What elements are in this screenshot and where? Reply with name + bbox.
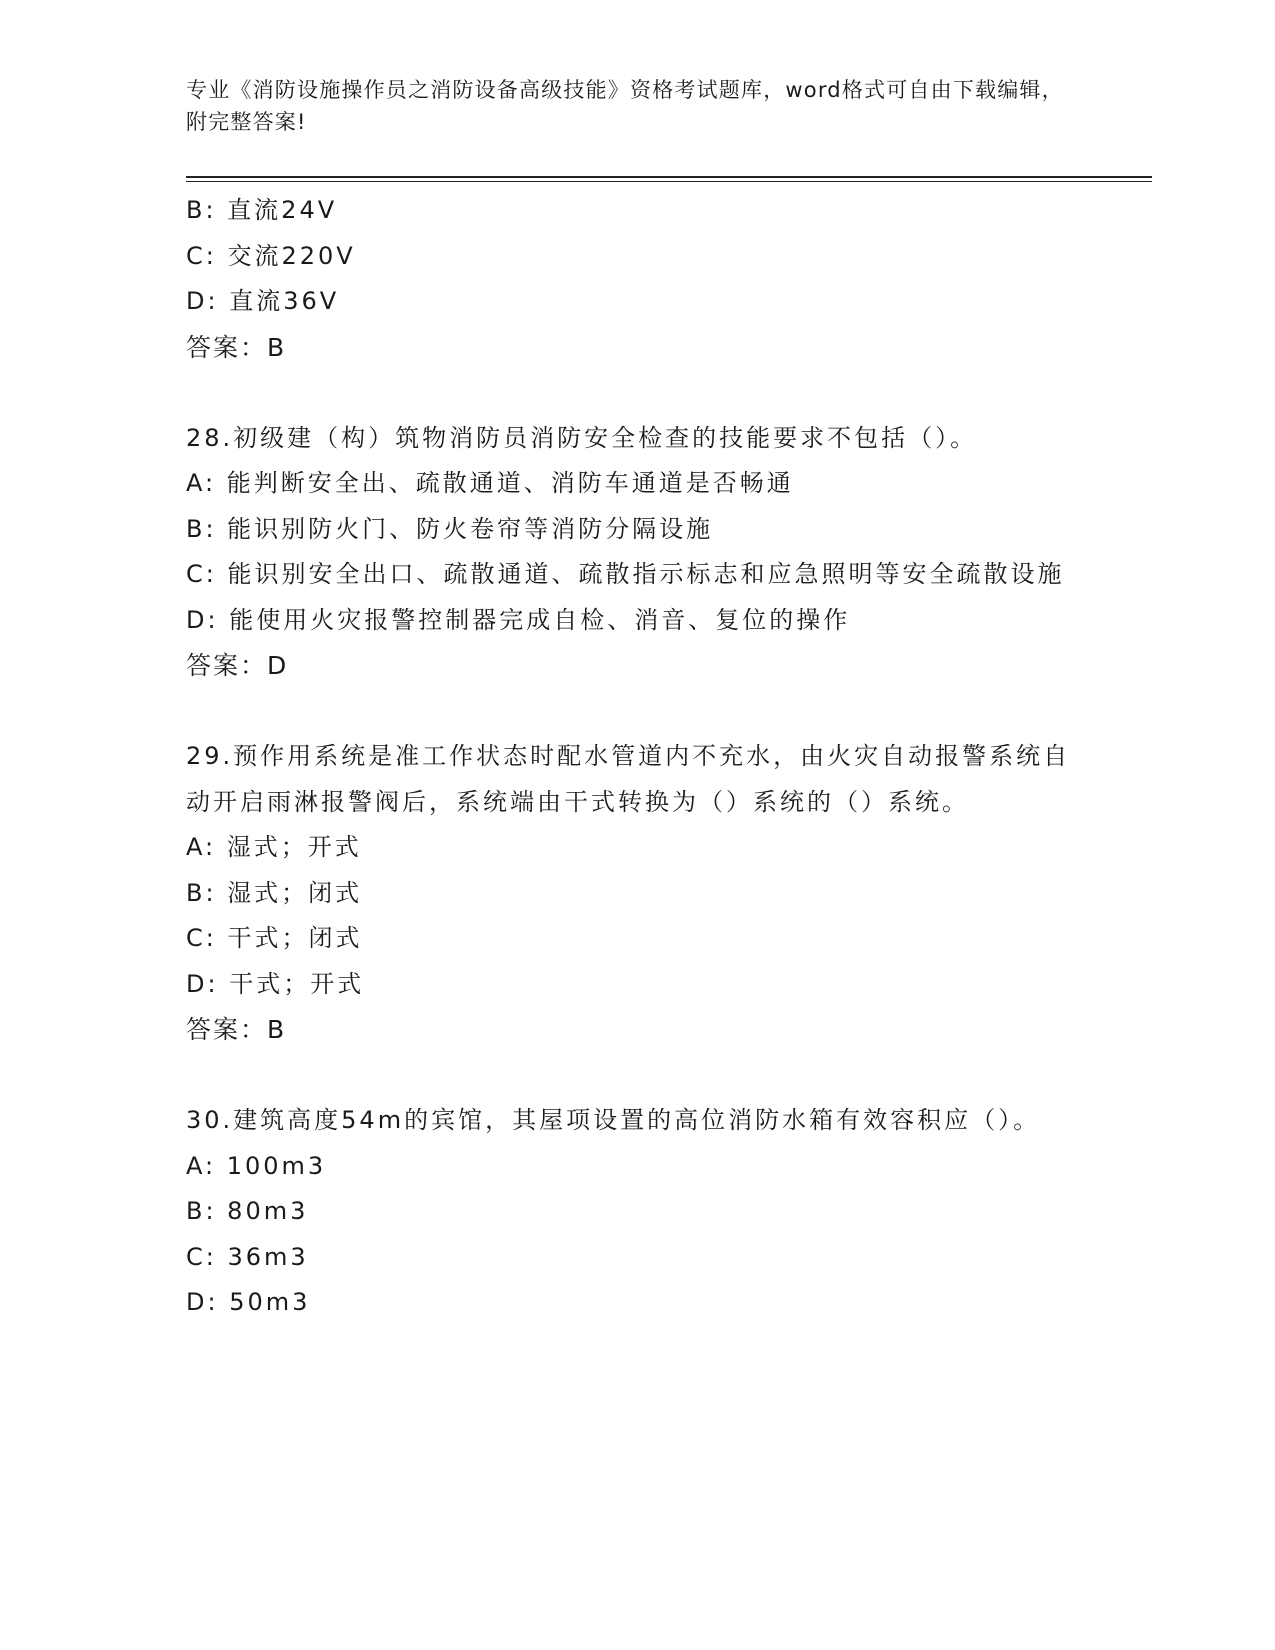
question-content: [186, 188, 1086, 1326]
prev-question: [186, 188, 1086, 370]
option-a: A: 湿式；开式: [186, 833, 362, 861]
option-c: C: 36m3: [186, 1242, 309, 1271]
option-b: B: 80m3: [186, 1197, 309, 1225]
header-divider-thin: [186, 181, 1152, 182]
option-b: B: 湿式；闭式: [186, 878, 363, 907]
option-d: D: 50m3: [186, 1288, 311, 1316]
question-stem: 28.初级建（构）筑物消防员消防安全检查的技能要求不包括（）。: [186, 423, 978, 452]
option-d: D: 直流36V: [186, 287, 340, 315]
option-c: C: 干式；闭式: [186, 924, 363, 952]
question-28: [186, 416, 1086, 689]
option-c: C: 能识别安全出口、疏散通道、疏散指示标志和应急照明等安全疏散设施: [186, 560, 1065, 588]
option-b: B: 直流24V: [186, 196, 338, 224]
answer-line: 答案：D: [186, 651, 289, 680]
answer-line: 答案：B: [186, 1015, 287, 1044]
question-29: [186, 734, 1086, 1052]
option-d: D: 干式；开式: [186, 969, 365, 998]
option-c: C: 交流220V: [186, 241, 356, 270]
document-header: 专业《消防设施操作员之消防设备高级技能》资格考试题库，word格式可自由下载编辑，附完整答案!: [186, 78, 1064, 134]
answer-line: 答案：B: [186, 332, 287, 362]
header-divider-thick: [186, 176, 1152, 178]
option-a: A: 能判断安全出、疏散通道、消防车通道是否畅通: [186, 469, 794, 497]
question-stem: 30.建筑高度54m的宾馆，其屋项设置的高位消防水箱有效容积应（）。: [186, 1106, 1041, 1134]
question-stem: 29.预作用系统是准工作状态时配水管道内不充水，由火灾自动报警系统自动开启雨淋报警阀后，系统端由干式转换为（）系统的（）系统。: [186, 742, 1071, 816]
question-30: [186, 1098, 1086, 1326]
option-b: B: 能识别防火门、防火卷帘等消防分隔设施: [186, 514, 714, 543]
option-d: D: 能使用火灾报警控制器完成自检、消音、复位的操作: [186, 605, 851, 634]
option-a: A: 100m3: [186, 1151, 327, 1180]
